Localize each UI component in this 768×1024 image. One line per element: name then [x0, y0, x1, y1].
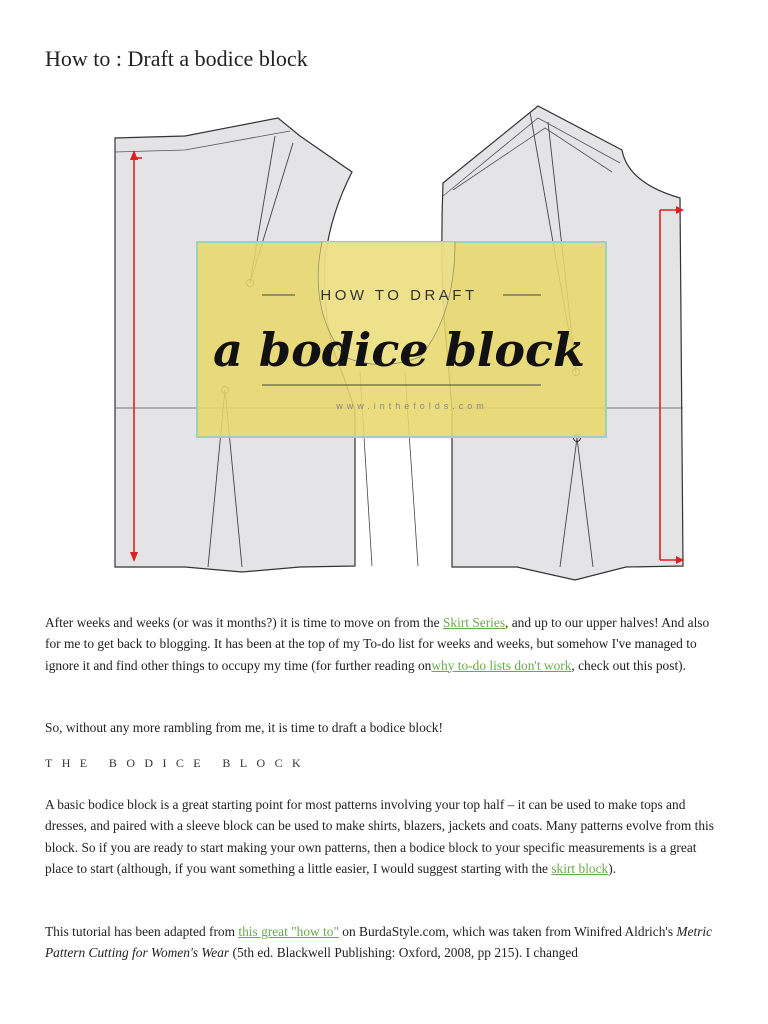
tutorial-source-paragraph — [45, 921, 725, 964]
text-run: So, without any more rambling from me, it is time to draft a bodice block! — [45, 720, 443, 735]
text-run: ). — [608, 860, 617, 876]
banner-top-text: HOW TO DRAFT — [320, 287, 478, 304]
second-paragraph — [45, 717, 725, 738]
text-run: After weeks and weeks (or was it months?) it is time to move on from the — [45, 615, 443, 630]
text-run: (5th ed. Blackwell Publishing: Oxford, 2008, pp 215). I changed — [229, 945, 578, 961]
banner-url-text: www.inthefolds.com — [336, 401, 488, 411]
text-run: on BurdaStyle.com, which was taken from Winifred Aldrich's — [338, 924, 677, 939]
section-heading: THE BODICE BLOCK — [45, 756, 311, 770]
burdastyle-how-to-link[interactable]: this great "how to" — [238, 924, 339, 939]
todo-lists-link[interactable]: why to-do lists don't work — [431, 657, 572, 673]
intro-paragraph — [45, 612, 725, 676]
skirt-series-link[interactable]: Skirt Series — [442, 615, 506, 630]
text-run: , check out this post). — [571, 657, 686, 673]
text-run: , and up to our upper halves! And also for me to get back to blogging. It has been at the top of my To-do list for weeks and weeks, but somehow I've managed to ignore it and find other things to occupy my time (for further reading on — [45, 615, 710, 673]
page-title: How to : Draft a bodice block — [45, 46, 308, 71]
banner-main-text: a bodice block — [213, 323, 585, 377]
skirt-block-link[interactable]: skirt block — [551, 860, 609, 876]
title-banner — [197, 242, 606, 437]
book-title: Metric Pattern Cutting for Women's Wear — [45, 924, 713, 961]
bodice-block-paragraph — [45, 794, 725, 879]
text-run: This tutorial has been adapted from — [45, 924, 239, 939]
text-run: A basic bodice block is a great starting point for most patterns involving your top half – it can be used to make tops and dresses, and paired with a sleeve block can be used to make shirts, blazers, jackets and coats. Many patterns evolve from this block. So if you are ready to start making your own patterns, then a bodice block to your specific measurements is a great place to start (although, if you want something a little easier, I would suggest starting with the — [45, 797, 714, 876]
